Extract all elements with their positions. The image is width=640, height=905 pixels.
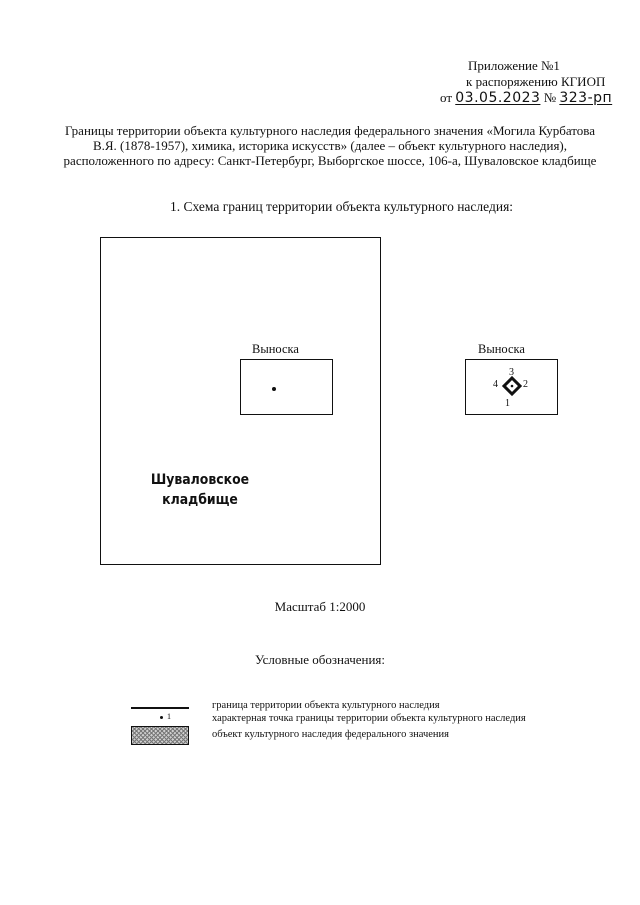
legend-item-point: характерная точка границы территории объекта культурного наследия bbox=[212, 713, 526, 724]
map-scale: Масштаб 1:2000 bbox=[274, 599, 366, 614]
appendix-line-1: Приложение №1 bbox=[468, 58, 560, 73]
order-date: 03.05.2023 bbox=[455, 90, 541, 106]
callout-right-title: Выноска bbox=[478, 342, 525, 356]
callout-left-title: Выноска bbox=[252, 342, 299, 356]
legend-boundary-line-symbol bbox=[131, 707, 189, 709]
legend-point-sample-label: 1 bbox=[167, 712, 171, 721]
cemetery-label-line-2: кладбище bbox=[162, 492, 238, 508]
appendix-date-line bbox=[440, 90, 620, 106]
number-prefix: № bbox=[543, 90, 557, 105]
cemetery-label bbox=[148, 470, 251, 510]
date-prefix: от bbox=[440, 90, 453, 105]
point-label-3: 3 bbox=[509, 367, 514, 378]
legend-heading: Условные обозначения: bbox=[254, 652, 386, 667]
legend-point-symbol bbox=[160, 716, 163, 719]
legend-item-heritage-object: объект культурного наследия федерального значения bbox=[212, 729, 449, 740]
appendix-line-2: к распоряжению КГИОП bbox=[466, 74, 606, 89]
legend-item-boundary: граница территории объекта культурного наследия bbox=[212, 700, 440, 711]
legend-heritage-object-symbol bbox=[131, 726, 189, 745]
point-label-4: 4 bbox=[493, 379, 498, 390]
appendix-header bbox=[440, 58, 620, 106]
point-label-2: 2 bbox=[523, 379, 528, 390]
order-number: 323-рп bbox=[559, 90, 613, 106]
section-heading: 1. Схема границ территории объекта культурного наследия: bbox=[170, 199, 514, 214]
callout-left-box bbox=[240, 359, 333, 415]
object-location-dot bbox=[272, 387, 276, 391]
document-title: Границы территории объекта культурного наследия федерального значения «Могила Курбатова В.Я. (1878-1957), химика, историка искусств» (далее – объект культурного наследия), расположенного по адресу: Санкт-Петербург, Выборгское шоссе, 106-а, Шуваловское кладбище bbox=[63, 123, 597, 168]
point-label-1: 1 bbox=[505, 398, 510, 409]
cemetery-label-line-1: Шуваловское bbox=[150, 472, 250, 488]
